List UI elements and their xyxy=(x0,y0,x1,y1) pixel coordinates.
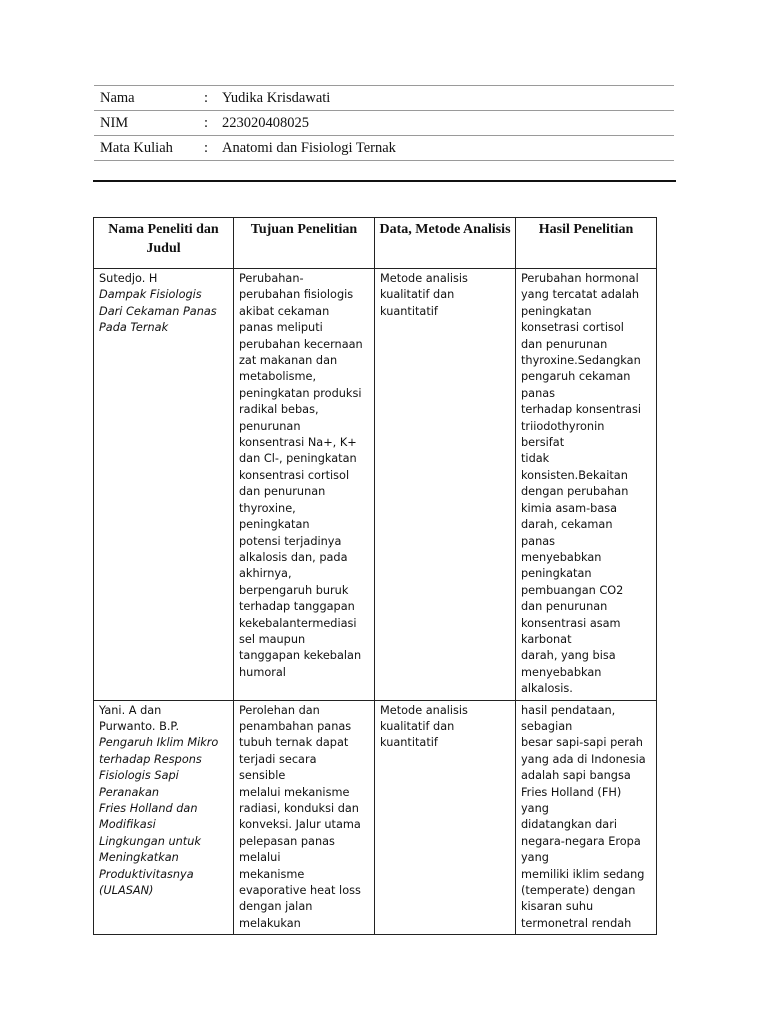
study-title-line: Meningkatkan xyxy=(99,851,179,865)
cell-hasil xyxy=(516,269,657,701)
column-header-metode: Data, Metode Analisis xyxy=(375,218,516,269)
cell-text-line: besar sapi-sapi perah xyxy=(521,736,643,750)
cell-text-line: bersifat xyxy=(521,436,565,450)
cell-text-line: yang xyxy=(521,851,549,865)
cell-text-line: kuantitatif xyxy=(380,736,438,750)
column-header-hasil: Hasil Penelitian xyxy=(516,218,657,269)
cell-text-line: zat makanan dan xyxy=(239,354,338,368)
cell-text-line: radiasi, konduksi dan xyxy=(239,802,359,815)
table-row xyxy=(94,269,657,701)
header-divider xyxy=(93,180,676,182)
cell-text-line: menyebabkan xyxy=(521,550,602,564)
student-info xyxy=(94,85,674,161)
cell-text-line: panas xyxy=(521,386,556,400)
cell-text-line: sebagian xyxy=(521,719,573,733)
table-header-row xyxy=(94,218,657,269)
info-row-nim xyxy=(94,110,674,135)
cell-text-line: kekebalantermediasi xyxy=(239,616,357,630)
cell-text-line: Perubahan- xyxy=(239,272,304,285)
study-title-line: terhadap Respons xyxy=(99,752,202,766)
cell-text-line: peningkatan xyxy=(521,567,592,581)
info-separator: : xyxy=(204,114,209,131)
course-name: Anatomi dan Fisiologi Ternak xyxy=(222,139,396,156)
cell-text-line: kualitatif dan xyxy=(380,719,455,733)
cell-text-line: akibat cekaman xyxy=(239,304,330,318)
column-header-peneliti: Nama Peneliti dan Judul xyxy=(94,218,234,269)
info-row-nama xyxy=(94,85,674,110)
cell-text-line: perubahan fisiologis xyxy=(239,288,354,302)
cell-text-line: dengan jalan xyxy=(239,900,313,914)
table-row xyxy=(94,700,657,935)
cell-text-line: (temperate) dengan xyxy=(521,884,636,898)
cell-text-line: kualitatif dan xyxy=(380,288,455,302)
info-separator: : xyxy=(204,139,209,156)
cell-text-line: peningkatan produksi xyxy=(239,386,362,400)
cell-metode xyxy=(375,269,516,701)
cell-hasil xyxy=(516,700,657,935)
info-label: NIM xyxy=(100,114,129,131)
cell-text-line: Perolehan dan xyxy=(239,703,320,717)
cell-peneliti xyxy=(94,700,234,935)
study-title-line: Modifikasi xyxy=(99,818,156,832)
cell-text-line: yang ada di Indonesia xyxy=(521,752,646,766)
study-title-line: Pada Ternak xyxy=(99,321,169,335)
research-table xyxy=(93,217,657,935)
cell-text-line: karbonat xyxy=(521,632,572,646)
cell-text-line: sel maupun xyxy=(239,632,306,646)
cell-text-line: dan Cl-, peningkatan xyxy=(239,452,357,466)
info-row-mata-kuliah xyxy=(94,135,674,161)
cell-text-line: pelepasan panas xyxy=(239,834,335,848)
cell-text-line: alkalosis dan, pada xyxy=(239,550,348,564)
cell-text-line: Yani. A dan xyxy=(99,703,162,717)
cell-tujuan xyxy=(234,700,375,935)
cell-text-line: Metode analisis xyxy=(380,703,468,717)
study-title-line: Dampak Fisiologis xyxy=(99,288,202,302)
cell-text-line: kisaran suhu xyxy=(521,900,594,914)
cell-text-line: menyebabkan xyxy=(521,665,602,679)
cell-text-line: perubahan kecernaan xyxy=(239,337,363,351)
cell-text-line: berpengaruh buruk xyxy=(239,583,349,597)
cell-text-line: darah, yang bisa xyxy=(521,649,616,663)
cell-text-line: terhadap konsentrasi xyxy=(521,403,641,417)
cell-tujuan xyxy=(234,269,375,701)
cell-text-line: konsentrasi asam xyxy=(521,616,621,630)
cell-text-line: Perubahan hormonal xyxy=(521,272,639,285)
study-title-line: Peranakan xyxy=(99,785,160,799)
cell-text-line: yang xyxy=(521,802,549,815)
cell-metode xyxy=(375,700,516,935)
study-title-line: Fries Holland dan xyxy=(99,802,198,815)
cell-text-line: terhadap tanggapan xyxy=(239,600,355,614)
cell-text-line: panas xyxy=(521,534,556,548)
cell-text-line: didatangkan dari xyxy=(521,818,617,832)
cell-text-line: radikal bebas, xyxy=(239,403,319,417)
cell-text-line: yang tercatat adalah xyxy=(521,288,640,302)
cell-text-line: memiliki iklim sedang xyxy=(521,867,645,881)
cell-text-line: pembuangan CO2 xyxy=(521,583,624,597)
cell-text-line: sensible xyxy=(239,769,286,783)
cell-text-line: termonetral rendah xyxy=(521,916,632,930)
cell-text-line: dan penurunan xyxy=(521,337,608,351)
info-label: Nama xyxy=(100,89,135,106)
cell-text-line: Sutedjo. H xyxy=(99,272,158,285)
cell-text-line: penurunan xyxy=(239,419,301,433)
cell-text-line: thyroxine, xyxy=(239,501,296,515)
cell-text-line: melakukan xyxy=(239,916,301,930)
cell-peneliti xyxy=(94,269,234,701)
cell-text-line: pengaruh cekaman xyxy=(521,370,631,384)
student-name: Yudika Krisdawati xyxy=(222,89,331,106)
cell-text-line: negara-negara Eropa xyxy=(521,834,641,848)
student-nim: 223020408025 xyxy=(222,114,309,131)
cell-text-line: dan penurunan xyxy=(239,485,326,499)
study-title-line: (ULASAN) xyxy=(99,884,154,898)
cell-text-line: dengan perubahan xyxy=(521,485,629,499)
cell-text-line: kimia asam-basa xyxy=(521,501,618,515)
cell-text-line: adalah sapi bangsa xyxy=(521,769,631,783)
cell-text-line: akhirnya, xyxy=(239,567,292,581)
cell-text-line: tidak xyxy=(521,452,550,466)
cell-text-line: mekanisme xyxy=(239,867,305,881)
cell-text-line: penambahan panas xyxy=(239,719,352,733)
cell-text-line: konsentrasi cortisol xyxy=(239,468,350,482)
study-title-line: Dari Cekaman Panas xyxy=(99,304,217,318)
cell-text-line: potensi terjadinya xyxy=(239,534,342,548)
cell-text-line: dan penurunan xyxy=(521,600,608,614)
cell-text-line: konveksi. Jalur utama xyxy=(239,818,361,832)
cell-text-line: alkalosis. xyxy=(521,682,573,696)
cell-text-line: tubuh ternak dapat xyxy=(239,736,349,750)
cell-text-line: triiodothyronin xyxy=(521,419,605,433)
cell-text-line: Purwanto. B.P. xyxy=(99,719,180,733)
cell-text-line: evaporative heat loss xyxy=(239,884,361,898)
cell-text-line: konsentrasi Na+, K+ xyxy=(239,436,357,450)
cell-text-line: melalui xyxy=(239,851,281,865)
cell-text-line: terjadi secara xyxy=(239,752,317,766)
cell-text-line: konsetrasi cortisol xyxy=(521,321,624,335)
study-title-line: Produktivitasnya xyxy=(99,867,194,881)
cell-text-line: Metode analisis xyxy=(380,272,468,285)
info-label: Mata Kuliah xyxy=(100,139,173,156)
cell-text-line: thyroxine.Sedangkan xyxy=(521,354,641,368)
cell-text-line: peningkatan xyxy=(239,518,310,532)
cell-text-line: Fries Holland (FH) xyxy=(521,785,622,799)
cell-text-line: humoral xyxy=(239,665,286,679)
cell-text-line: panas meliputi xyxy=(239,321,323,335)
cell-text-line: melalui mekanisme xyxy=(239,785,350,799)
column-header-tujuan: Tujuan Penelitian xyxy=(234,218,375,269)
study-title-line: Pengaruh Iklim Mikro xyxy=(99,736,219,750)
cell-text-line: tanggapan kekebalan xyxy=(239,649,362,663)
cell-text-line: konsisten.Bekaitan xyxy=(521,468,628,482)
cell-text-line: kuantitatif xyxy=(380,304,438,318)
cell-text-line: darah, cekaman xyxy=(521,518,613,532)
info-separator: : xyxy=(204,89,209,106)
cell-text-line: hasil pendataan, xyxy=(521,703,616,717)
study-title-line: Fisiologis Sapi xyxy=(99,769,179,783)
study-title-line: Lingkungan untuk xyxy=(99,834,201,848)
cell-text-line: metabolisme, xyxy=(239,370,317,384)
cell-text-line: peningkatan xyxy=(521,304,592,318)
